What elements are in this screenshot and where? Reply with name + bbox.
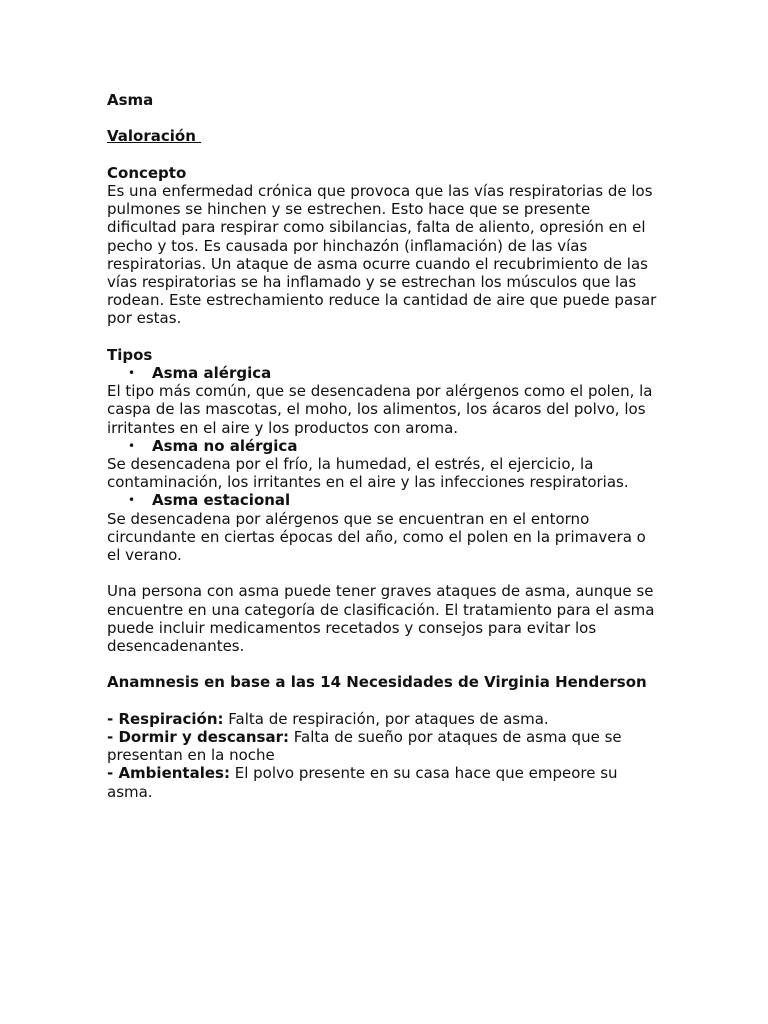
bullet-label: Asma estacional <box>152 491 291 510</box>
tipo-item <box>107 491 667 564</box>
paragraph-line: contaminación, los irritantes en el aire y las infecciones respiratorias. <box>107 473 629 492</box>
section-heading-anamnesis: Anamnesis en base a las 14 Necesidades de Virginia Henderson <box>107 673 647 692</box>
bullet-label: Asma alérgica <box>152 364 272 382</box>
paragraph-line: Se desencadena por el frío, la humedad, el estrés, el ejercicio, la <box>107 455 594 474</box>
anamnesis-label: - Ambientales: <box>107 764 230 783</box>
spacer <box>107 564 667 582</box>
anamnesis-text: Falta de respiración, por ataques de asma. <box>223 709 549 728</box>
spacer <box>107 655 667 673</box>
anamnesis-item-respiracion <box>107 710 667 728</box>
document-title: Asma <box>107 91 154 109</box>
bullet-icon: • <box>128 493 136 508</box>
paragraph-line: El tipo más común, que se desencadena por alérgenos como el polen, la <box>107 382 653 401</box>
bullet-heading-asma-estacional <box>107 491 667 509</box>
section-heading-concepto: Concepto <box>107 163 187 182</box>
anamnesis-text: Falta de sueño por ataques de asma que se <box>288 728 622 747</box>
bullet-label: Asma no alérgica <box>152 436 298 455</box>
section-heading-tipos: Tipos <box>107 345 153 364</box>
tipo-item <box>107 437 667 492</box>
bullet-heading-asma-alergica <box>107 364 667 382</box>
resumen-paragraph <box>107 582 667 655</box>
anamnesis-list <box>107 710 667 801</box>
paragraph-line: Se desencadena por alérgenos que se encuentran en el entorno <box>107 509 590 528</box>
anamnesis-item-dormir <box>107 728 667 746</box>
paragraph-line: circundante en ciertas épocas del año, como el polen en la primavera o <box>107 527 646 546</box>
spacer <box>107 146 667 164</box>
paragraph-line: dificultad para respirar como sibilancias, falta de aliento, opresión en el <box>107 218 646 237</box>
anamnesis-continuation: asma. <box>107 782 153 801</box>
anamnesis-text: El polvo presente en su casa hace que empeore su <box>229 764 618 783</box>
anamnesis-item-ambientales <box>107 764 667 782</box>
bullet-icon: • <box>128 366 136 380</box>
paragraph-line: el verano. <box>107 546 182 565</box>
anamnesis-label: - Respiración: <box>107 709 224 728</box>
paragraph-line: pecho y tos. Es causada por hinchazón (inflamación) de las vías <box>107 236 588 255</box>
paragraph-line: Es una enfermedad crónica que provoca que las vías respiratorias de los <box>107 181 653 200</box>
paragraph-line: rodean. Este estrechamiento reduce la cantidad de aire que puede pasar <box>107 291 657 310</box>
paragraph-line: pulmones se hinchen y se estrechen. Esto hace que se presente <box>107 200 591 219</box>
spacer <box>107 109 667 127</box>
spacer <box>107 328 667 346</box>
bullet-icon: • <box>128 438 136 453</box>
concepto-paragraph <box>107 182 667 328</box>
paragraph-line: desencadenantes. <box>107 637 245 656</box>
paragraph-line: encuentre en una categoría de clasificación. El tratamiento para el asma <box>107 600 655 619</box>
paragraph-line: puede incluir medicamentos recetados y consejos para evitar los <box>107 618 597 637</box>
anamnesis-label: - Dormir y descansar: <box>107 728 289 747</box>
paragraph-line: irritantes en el aire y los productos con aroma. <box>107 418 459 437</box>
document-body <box>107 91 667 801</box>
anamnesis-continuation: presentan en la noche <box>107 746 275 765</box>
paragraph-line: Una persona con asma puede tener graves ataques de asma, aunque se <box>107 582 654 601</box>
paragraph-line: por estas. <box>107 309 182 328</box>
section-heading-valoracion: Valoración <box>107 127 202 146</box>
paragraph-line: caspa de las mascotas, el moho, los alimentos, los ácaros del polvo, los <box>107 400 646 419</box>
bullet-heading-asma-no-alergica <box>107 437 667 455</box>
spacer <box>107 692 667 710</box>
paragraph-line: respiratorias. Un ataque de asma ocurre cuando el recubrimiento de las <box>107 254 648 273</box>
paragraph-line: vías respiratorias se ha inflamado y se estrechan los músculos que las <box>107 273 637 291</box>
tipo-item <box>107 364 667 437</box>
